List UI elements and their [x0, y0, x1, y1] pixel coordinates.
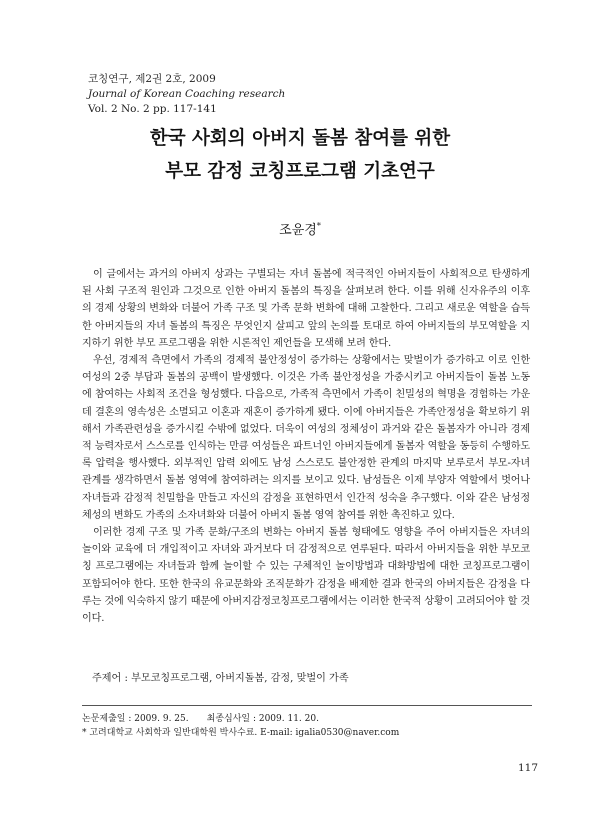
- submission-dates: [82, 712, 542, 726]
- keywords-text: 부모코칭프로그램, 아버지돌봄, 감정, 맞벌이 가족: [131, 673, 349, 684]
- abstract: [82, 266, 530, 627]
- journal-citation: 코칭연구, 제2권 2호, 2009: [88, 73, 216, 85]
- journal-english-name: Journal of Korean Coaching research: [88, 88, 286, 100]
- received-date: 논문제출일 : 2009. 9. 25.: [82, 714, 189, 724]
- footnotes: [82, 712, 542, 740]
- abstract-paragraph: 이 글에서는 과거의 아버지 상과는 구별되는 자녀 돌봄에 적극적인 아버지들이 사회적으로 탄생하게 된 사회 구조적 원인과 그것으로 인한 아버지 돌봄의 특징을 살펴보려 한다. 이를 위해 신자유주의 이후의 경제 상황의 변화와 더불어 가족 구조 및 가족 문화 변화에 대해 고찰한다. 그리고 새로운 역할을 습득한 아버지들의 자녀 돌봄의 특징은 무엇인지 살피고 앞의 논의를 토대로 하여 아버지들의 부모역할을 지지하기 위한 부모 프로그램을 위한 시론적인 제언들을 모색해 보려 한다.: [82, 269, 530, 349]
- accepted-date: 최종심사일 : 2009. 11. 20.: [206, 714, 319, 724]
- author-line: [0, 219, 600, 238]
- author-name: 조윤경: [279, 223, 317, 238]
- author-affiliation: * 고려대학교 사회학과 일반대학원 박사수료. E-mail: igalia0530@naver.com: [82, 728, 400, 738]
- author-footnote-mark: *: [316, 221, 321, 231]
- title-line-2: 부모 감정 코칭프로그램 기초연구: [165, 161, 435, 182]
- paper-title: [0, 122, 600, 188]
- keywords-label: 주제어 :: [92, 673, 128, 684]
- abstract-paragraph: 이러한 경제 구조 및 가족 문화/구조의 변화는 아버지 돌봄 형태에도 영향을 주어 아버지들은 자녀의 놀이와 교육에 더 개입적이고 자녀와 과거보다 더 감정적으로 연루된다. 따라서 아버지들을 위한 부모코칭 프로그램에는 자녀들과 함께 놀이할 수 있는 구체적인 놀이방법과 대화방법에 대한 코칭프로그램이 포함되어야 한다. 또한 한국의 유교문화와 조직문화가 감정을 배제한 결과 한국의 아버지들은 감정을 다루는 것에 익숙하지 않기 때문에 아버지감정코칭프로그램에서는 이러한 한국적 상황이 고려되어야 할 것이다.: [82, 527, 530, 625]
- page-number: 117: [517, 762, 538, 774]
- abstract-paragraph: 우선, 경제적 측면에서 가족의 경제적 불안정성이 증가하는 상황에서는 맞벌이가 증가하고 이로 인한 여성의 2중 부담과 돌봄의 공백이 발생했다. 이것은 가족 불안정성을 가중시키고 아버지들이 돌봄 노동에 참여하는 사회적 조건을 형성했다. 다음으로, 가족적 측면에서 가족이 친밀성의 혁명을 경험하는 가운데 결혼의 영속성은 소멸되고 이혼과 재혼이 증가하게 됐다. 이에 아버지들은 가족안정성을 확보하기 위해서 가족관련성을 증가시킬 수밖에 없었다. 더욱이 여성의 정체성이 과거와 같은 돌봄자가 아니라 경제적 능력자로서 스스로를 인식하는 만큼 여성들은 파트너인 아버지들에게 돌봄자 역할을 동등히 수행하도록 압력을 행사했다. 외부적인 압력 외에도 남성 스스로도 불안정한 관계의 마지막 보루로서 부모-자녀 관계를 생각하면서 돌봄 영역에 참여하려는 의지를 보이고 있다. 남성들은 이제 부양자 역할에서 벗어나 자녀들과 감정적 친밀함을 만들고 자신의 감정을 표현하면서 인간적 성숙을 추구했다. 이와 같은 남성정체성의 변화도 가족의 소자녀화와 더불어 아버지 돌봄 영역 참여를 위한 촉진하고 있다.: [82, 355, 530, 521]
- journal-volume-pages: Vol. 2 No. 2 pp. 117-141: [88, 103, 217, 115]
- keywords: [92, 669, 532, 684]
- title-line-1: 한국 사회의 아버지 돌봄 참여를 위한: [149, 128, 451, 149]
- journal-header: [88, 72, 285, 117]
- footnote-divider: [82, 705, 532, 706]
